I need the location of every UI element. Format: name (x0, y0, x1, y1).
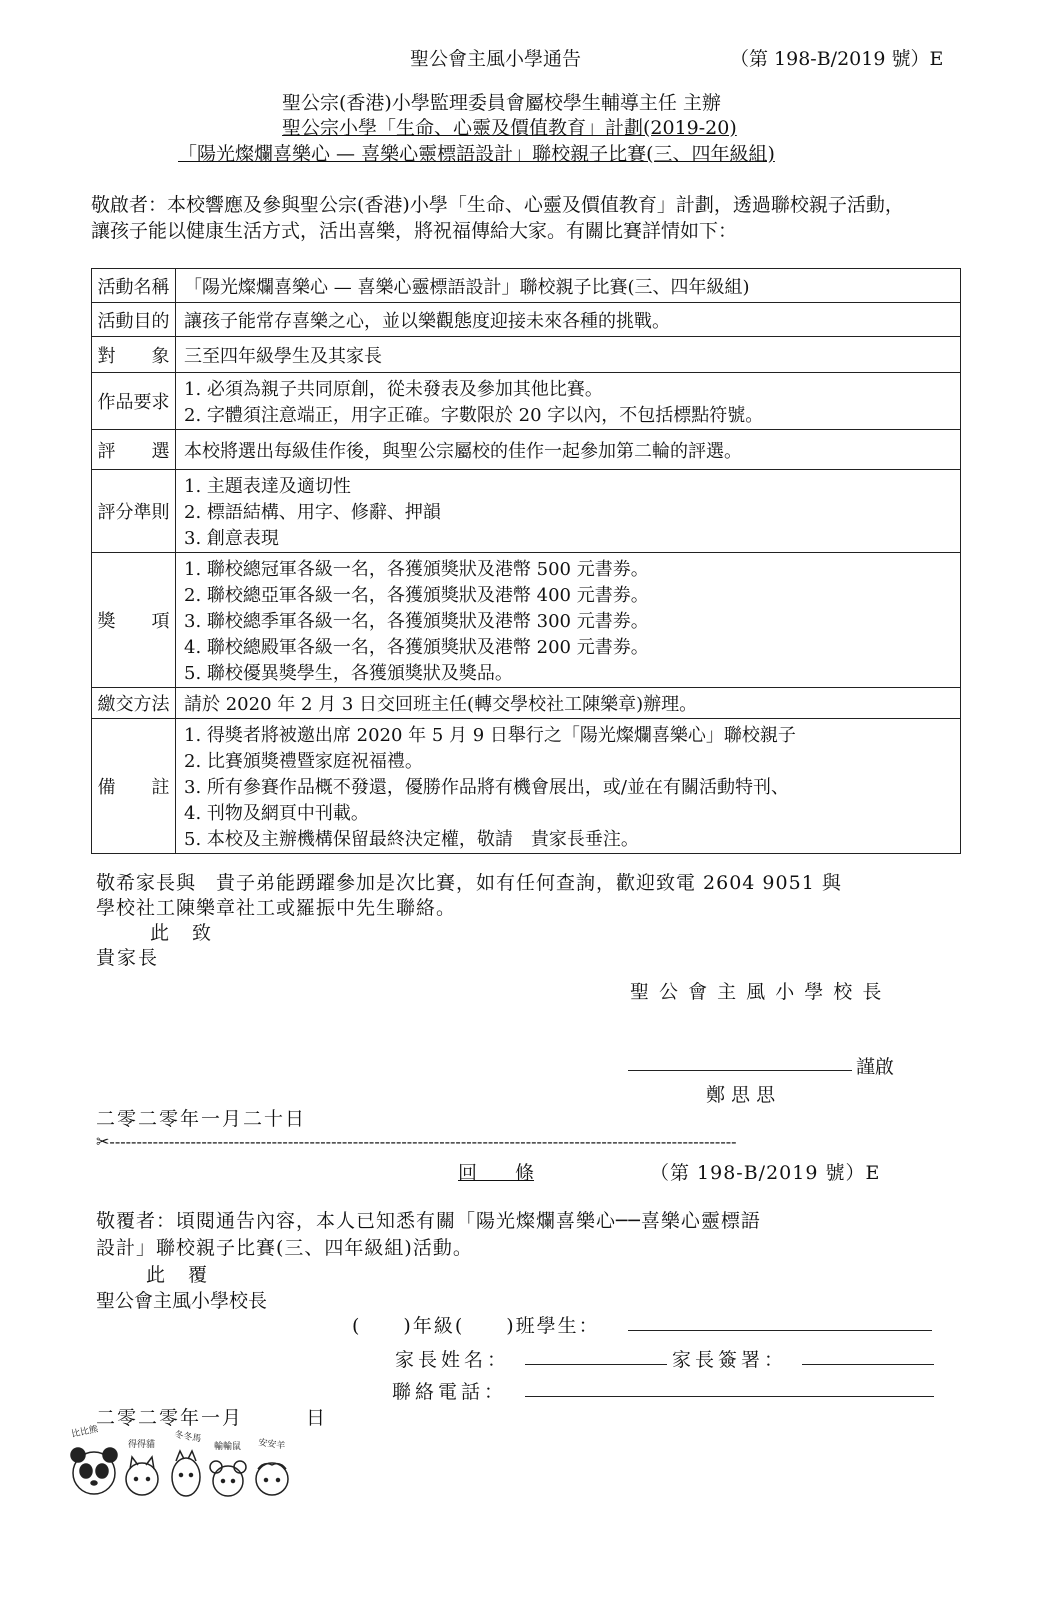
list-item: 3. 創意表現 (184, 528, 279, 549)
table-row (92, 269, 961, 303)
mascot-name-horse: 冬冬馬 (173, 1430, 202, 1445)
judging-label: 評 選 (92, 430, 176, 470)
list-item: 1. 主題表達及適切性 (184, 476, 351, 497)
prize-list (176, 553, 961, 688)
phone-field[interactable] (525, 1396, 934, 1397)
signature-line (628, 1070, 852, 1071)
criteria-list (176, 470, 961, 553)
target-value: 三至四年級學生及其家長 (176, 337, 961, 373)
judging-value: 本校將選出每級佳作後，與聖公宗屬校的佳作一起參加第二輪的評選。 (176, 430, 961, 470)
requirement-list (176, 373, 961, 430)
mascot-illustration (68, 1425, 318, 1505)
remarks-label: 備 註 (92, 719, 176, 854)
principal-name: 鄭 思 思 (706, 1084, 776, 1106)
name-value: 「陽光燦爛喜樂心 — 喜樂心靈標語設計」聯校親子比賽(三、四年級組) (176, 269, 961, 303)
submission-value: 請於 2020 年 2 月 3 日交回班主任(轉交學校社工陳樂章)辦理。 (176, 688, 961, 719)
parent-name-field[interactable] (525, 1364, 667, 1365)
mascot-drawing (68, 1425, 318, 1505)
mascot-name-mouse: 輸輸鼠 (214, 1442, 242, 1452)
table-row (92, 553, 961, 688)
principal-title: 聖 公 會 主 風 小 學 校 長 (630, 981, 884, 1003)
ci-zhi: 此 致 (150, 922, 214, 944)
organizer-line: 聖公宗(香港)小學監理委員會屬校學生輔導主任 主辦 (282, 92, 721, 114)
parent-signature-field[interactable] (802, 1364, 934, 1365)
purpose-value: 讓孩子能常存喜樂之心，並以樂觀態度迎接未來各種的挑戰。 (176, 303, 961, 337)
list-item: 2. 聯校總亞軍各級一名，各獲頒獎狀及港幣 400 元書劵。 (184, 585, 649, 606)
parent-signature-label: 家長簽署： (672, 1349, 788, 1371)
reply-date: 二零二零年一月 日 (96, 1407, 328, 1429)
table-row (92, 719, 961, 854)
ci-fu: 此 覆 (146, 1264, 210, 1286)
list-item: 5. 聯校優異獎學生，各獲頒獎狀及獎品。 (184, 663, 513, 684)
jin-qi: 謹啟 (856, 1056, 895, 1078)
intro-line-1: 敬啟者：本校響應及參與聖公宗(香港)小學「生命、心靈及價值教育」計劃，透過聯校親子活動， (91, 194, 904, 216)
competition-line: 「陽光燦爛喜樂心 — 喜樂心靈標語設計」聯校親子比賽(三、四年級組) (178, 143, 775, 165)
notice-date: 二零二零年一月二十日 (96, 1108, 307, 1130)
list-item: 3. 所有參賽作品概不發還，優勝作品將有機會展出，或/並在有關活動特刊、 (184, 777, 789, 798)
prize-label: 獎 項 (92, 553, 176, 688)
requirement-label: 作品要求 (92, 373, 176, 430)
criteria-label: 評分準則 (92, 470, 176, 553)
list-item: 3. 聯校總季軍各級一名，各獲頒獎狀及港幣 300 元書劵。 (184, 611, 649, 632)
reply-addressee: 聖公會主風小學校長 (96, 1290, 268, 1312)
list-item: 5. 本校及主辦機構保留最終決定權，敬請 貴家長垂注。 (184, 829, 639, 850)
table-row (92, 373, 961, 430)
school-notice-title: 聖公會主風小學通告 (410, 48, 582, 70)
cut-line: ✂-------------------------------------------------------------------------------------------------------------------- (96, 1132, 737, 1151)
list-item: 4. 刊物及網頁中刊載。 (184, 803, 369, 824)
remarks-list (176, 719, 961, 854)
reply-notice-number: （第 198-B/2019 號）E (650, 1162, 881, 1184)
mascot-name-panda: 比比熊 (70, 1425, 100, 1440)
reply-line-1: 敬覆者：頃閱通告內容，本人已知悉有關「陽光燦爛喜樂心──喜樂心靈標語 (96, 1210, 761, 1232)
reply-line-2: 設計」聯校親子比賽(三、四年級組)活動。 (96, 1237, 473, 1259)
intro-line-2: 讓孩子能以健康生活方式，活出喜樂，將祝福傳給大家。有關比賽詳情如下： (91, 220, 738, 242)
addressee: 貴家長 (96, 947, 160, 969)
closing-line-1: 敬希家長與 貴子弟能踴躍參加是次比賽，如有任何查詢，歡迎致電 2604 9051 與 (96, 872, 842, 894)
list-item: 2. 字體須注意端正，用字正確。字數限於 20 字以內，不包括標點符號。 (184, 405, 764, 426)
table-row (92, 337, 961, 373)
table-row (92, 303, 961, 337)
details-table (91, 268, 961, 854)
target-label: 對 象 (92, 337, 176, 373)
name-label: 活動名稱 (92, 269, 176, 303)
mascot-name-sheep: 安安羊 (257, 1438, 286, 1452)
class-label: ( )年級( )班學生： (352, 1315, 600, 1337)
phone-label: 聯絡電話： (392, 1381, 508, 1403)
parent-name-label: 家長姓名： (395, 1349, 511, 1371)
table-row (92, 430, 961, 470)
student-name-field[interactable] (628, 1330, 932, 1331)
list-item: 1. 得獎者將被邀出席 2020 年 5 月 9 日舉行之「陽光燦爛喜樂心」聯校親子 (184, 725, 796, 746)
table-row (92, 688, 961, 719)
notice-number: （第 198-B/2019 號）E (730, 48, 944, 70)
list-item: 2. 標語結構、用字、修辭、押韻 (184, 502, 441, 523)
program-line: 聖公宗小學「生命、心靈及價值教育」計劃(2019-20) (282, 117, 737, 139)
list-item: 2. 比賽頒獎禮暨家庭祝福禮。 (184, 751, 423, 772)
list-item: 1. 聯校總冠軍各級一名，各獲頒獎狀及港幣 500 元書劵。 (184, 559, 649, 580)
submission-label: 繳交方法 (92, 688, 176, 719)
list-item: 1. 必須為親子共同原創，從未發表及參加其他比賽。 (184, 379, 603, 400)
closing-line-2: 學校社工陳樂章社工或羅振中先生聯絡。 (96, 897, 457, 919)
purpose-label: 活動目的 (92, 303, 176, 337)
reply-title: 回 條 (458, 1162, 535, 1184)
list-item: 4. 聯校總殿軍各級一名，各獲頒獎狀及港幣 200 元書劵。 (184, 637, 649, 658)
table-row (92, 470, 961, 553)
mascot-name-cat: 得得貓 (128, 1440, 156, 1450)
